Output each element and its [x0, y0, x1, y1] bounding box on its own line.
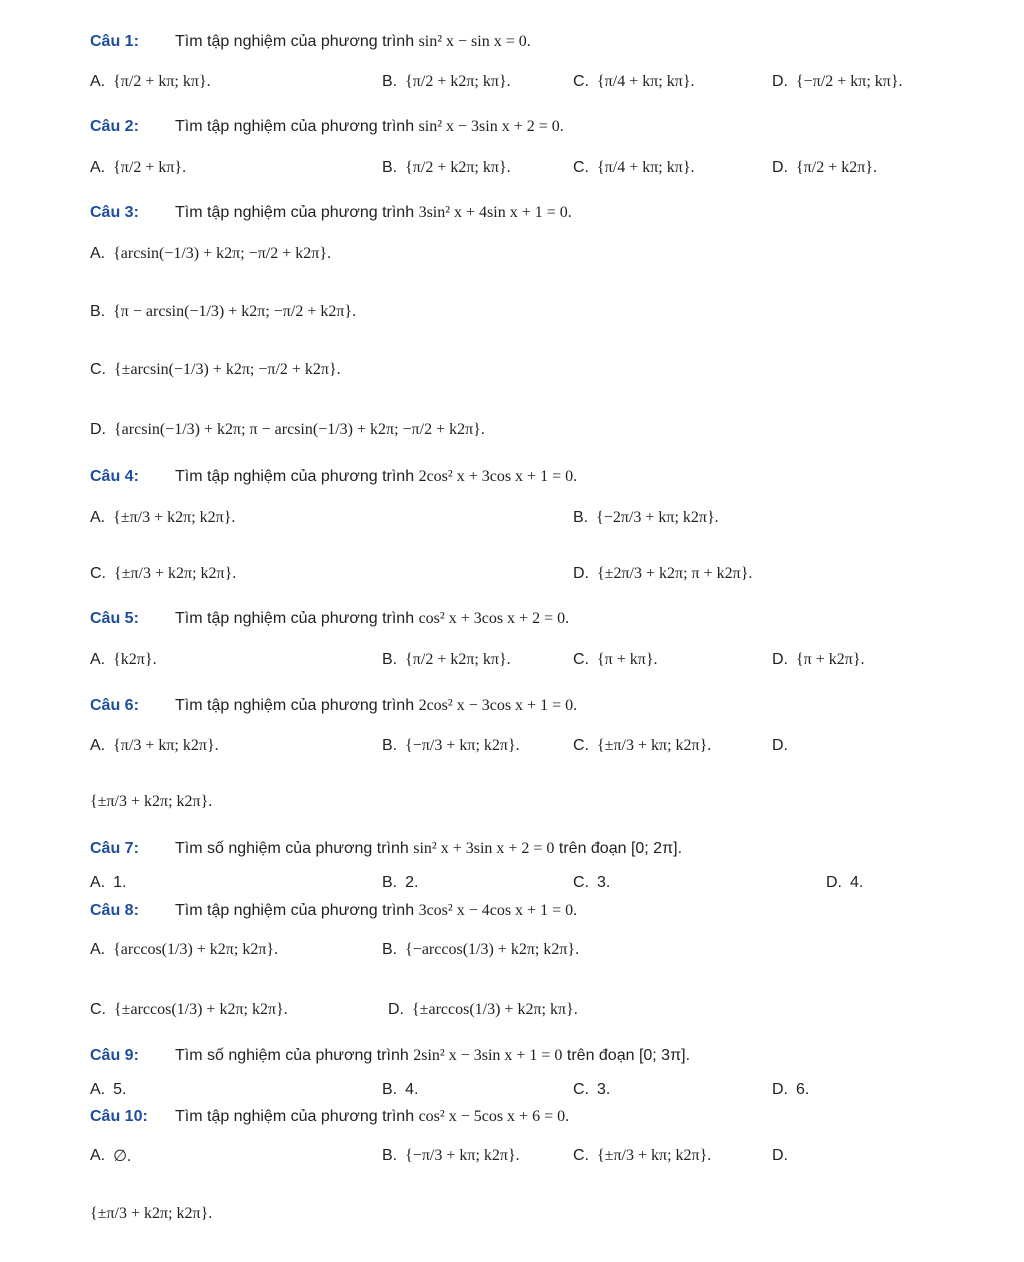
question-label: Câu 4: — [90, 468, 139, 485]
option-value: {±arcsin(−1/3) + k2π; −π/2 + k2π}. — [114, 361, 341, 378]
question-label: Câu 6: — [90, 697, 139, 714]
option-d[interactable] — [772, 1134, 796, 1178]
option-label: D. — [772, 1147, 788, 1164]
option-c[interactable] — [573, 724, 711, 768]
option-value: 3. — [597, 1081, 611, 1098]
question-label: Câu 3: — [90, 204, 139, 221]
option-label: B. — [382, 159, 398, 176]
option-label: A. — [90, 737, 106, 754]
option-label: D. — [388, 1001, 404, 1018]
option-label: C. — [573, 1081, 589, 1098]
equation: sin² x − 3sin x + 2 = 0. — [418, 118, 564, 135]
option-d[interactable] — [772, 724, 796, 768]
option-label: C. — [90, 1001, 106, 1018]
equation: sin² x − sin x = 0. — [418, 33, 531, 50]
option-label: A. — [90, 874, 106, 891]
option-label: B. — [382, 1147, 398, 1164]
option-label: A. — [90, 941, 106, 958]
option-d[interactable] — [772, 146, 877, 190]
option-value: {±π/3 + kπ; k2π}. — [597, 1147, 712, 1164]
option-label: D. — [90, 421, 106, 438]
option-label: B. — [382, 874, 398, 891]
option-label: B. — [382, 73, 398, 90]
option-value: {π + kπ}. — [597, 651, 658, 668]
interval-text: trên đoạn [0; 3π]. — [566, 1047, 691, 1064]
question-label: Câu 10: — [90, 1108, 148, 1125]
option-label: A. — [90, 509, 106, 526]
option-a[interactable] — [90, 724, 219, 768]
option-value: {−arccos(1/3) + k2π; k2π}. — [405, 941, 580, 958]
option-d[interactable] — [826, 873, 863, 893]
question-label: Câu 5: — [90, 610, 139, 627]
equation: cos² x + 3cos x + 2 = 0. — [418, 610, 570, 627]
option-b[interactable] — [382, 638, 511, 682]
option-value: 4. — [850, 874, 864, 891]
option-value: {−2π/3 + kπ; k2π}. — [596, 509, 719, 526]
option-b[interactable] — [382, 60, 511, 104]
option-label: B. — [573, 509, 589, 526]
option-d[interactable] — [573, 552, 752, 596]
option-value: {±π/3 + kπ; k2π}. — [597, 737, 712, 754]
option-value: {−π/3 + kπ; k2π}. — [405, 737, 520, 754]
option-a[interactable] — [90, 873, 126, 893]
option-c[interactable] — [573, 146, 695, 190]
option-label: B. — [382, 737, 398, 754]
option-value: {±2π/3 + k2π; π + k2π}. — [597, 565, 753, 582]
option-d-value[interactable] — [90, 780, 212, 824]
option-label: B. — [382, 1081, 398, 1098]
option-label: B. — [382, 651, 398, 668]
option-label: C. — [90, 565, 106, 582]
option-c[interactable] — [90, 988, 288, 1032]
option-label: D. — [573, 565, 589, 582]
option-value: {π/4 + kπ; kπ}. — [597, 73, 695, 90]
equation: 2sin² x − 3sin x + 1 = 0 — [413, 1047, 563, 1064]
option-label: A. — [90, 159, 106, 176]
option-value: 1. — [113, 874, 127, 891]
option-a[interactable] — [90, 1080, 126, 1100]
option-a[interactable] — [90, 232, 331, 276]
option-label: A. — [90, 651, 106, 668]
option-label: A. — [90, 73, 106, 90]
question-text — [175, 1047, 690, 1065]
question-label: Câu 1: — [90, 33, 139, 50]
question-label: Câu 7: — [90, 840, 139, 857]
option-b[interactable] — [90, 290, 356, 334]
option-value: {±π/3 + k2π; k2π}. — [90, 1205, 213, 1222]
option-label: C. — [573, 1147, 589, 1164]
question-prompt: Tìm tập nghiệm của phương trình — [175, 33, 415, 50]
question-label: Câu 8: — [90, 902, 139, 919]
option-c[interactable] — [573, 1134, 711, 1178]
option-value: 4. — [405, 1081, 419, 1098]
option-a[interactable] — [90, 60, 211, 104]
option-value: {±arccos(1/3) + k2π; k2π}. — [114, 1001, 288, 1018]
option-value: 6. — [796, 1081, 810, 1098]
question-text — [175, 840, 682, 858]
equation: 3sin² x + 4sin x + 1 = 0. — [418, 204, 572, 221]
question-text — [175, 1108, 569, 1126]
option-value: {±π/3 + k2π; k2π}. — [90, 793, 213, 810]
option-label: A. — [90, 1081, 106, 1098]
option-label: C. — [573, 159, 589, 176]
option-label: C. — [90, 361, 106, 378]
question-text — [175, 610, 569, 628]
option-value: 3. — [597, 874, 611, 891]
option-d[interactable] — [388, 988, 578, 1032]
option-a[interactable] — [90, 496, 235, 540]
equation: 2cos² x + 3cos x + 1 = 0. — [418, 468, 578, 485]
option-label: D. — [772, 737, 788, 754]
option-label: C. — [573, 874, 589, 891]
option-value: 5. — [113, 1081, 127, 1098]
option-c[interactable] — [90, 552, 236, 596]
option-value: {±arccos(1/3) + k2π; kπ}. — [412, 1001, 578, 1018]
option-d[interactable] — [772, 638, 865, 682]
option-value: {arccos(1/3) + k2π; k2π}. — [113, 941, 279, 958]
question-text — [175, 204, 572, 222]
question-prompt: Tìm tập nghiệm của phương trình — [175, 1108, 415, 1125]
option-value: {π/2 + k2π}. — [796, 159, 877, 176]
question-text — [175, 902, 577, 920]
option-label: C. — [573, 737, 589, 754]
option-value: {±π/3 + k2π; k2π}. — [113, 509, 236, 526]
question-prompt: Tìm tập nghiệm của phương trình — [175, 118, 415, 135]
option-value: ∅. — [113, 1148, 132, 1165]
option-b[interactable] — [382, 873, 418, 893]
option-d[interactable] — [772, 60, 903, 104]
option-value: {arcsin(−1/3) + k2π; −π/2 + k2π}. — [113, 245, 332, 262]
option-value: {k2π}. — [113, 651, 157, 668]
option-value: {π/2 + k2π; kπ}. — [405, 73, 511, 90]
option-value: {−π/3 + kπ; k2π}. — [405, 1147, 520, 1164]
equation: 2cos² x − 3cos x + 1 = 0. — [418, 697, 578, 714]
question-prompt: Tìm tập nghiệm của phương trình — [175, 697, 415, 714]
option-label: B. — [90, 303, 106, 320]
question-text — [175, 33, 531, 51]
option-label: D. — [772, 1081, 788, 1098]
option-b[interactable] — [382, 928, 579, 972]
option-b[interactable] — [382, 146, 511, 190]
question-text — [175, 118, 564, 136]
option-value: {π/2 + k2π; kπ}. — [405, 159, 511, 176]
option-label: A. — [90, 1147, 106, 1164]
question-prompt: Tìm số nghiệm của phương trình — [175, 1047, 409, 1064]
option-c[interactable] — [90, 348, 341, 392]
option-d[interactable] — [772, 1080, 809, 1100]
option-value: {π/2 + kπ; kπ}. — [113, 73, 211, 90]
option-value: {arcsin(−1/3) + k2π; π − arcsin(−1/3) + k2π; −π/2 + k2π}. — [114, 421, 485, 438]
option-d-value[interactable] — [90, 1192, 212, 1236]
option-value: {−π/2 + kπ; kπ}. — [796, 73, 903, 90]
option-a[interactable] — [90, 1134, 131, 1178]
option-value: {π/2 + k2π; kπ}. — [405, 651, 511, 668]
question-text — [175, 468, 577, 486]
option-a[interactable] — [90, 928, 278, 972]
question-label: Câu 2: — [90, 118, 139, 135]
option-c[interactable] — [573, 1080, 610, 1100]
option-label: C. — [573, 651, 589, 668]
question-prompt: Tìm tập nghiệm của phương trình — [175, 610, 415, 627]
interval-text: trên đoạn [0; 2π]. — [558, 840, 683, 857]
equation: cos² x − 5cos x + 6 = 0. — [418, 1108, 570, 1125]
option-d[interactable] — [90, 408, 485, 452]
option-b[interactable] — [382, 1134, 520, 1178]
question-prompt: Tìm tập nghiệm của phương trình — [175, 902, 415, 919]
equation: sin² x + 3sin x + 2 = 0 — [413, 840, 555, 857]
option-label: D. — [772, 73, 788, 90]
option-value: {±π/3 + k2π; k2π}. — [114, 565, 237, 582]
question-label: Câu 9: — [90, 1047, 139, 1064]
question-prompt: Tìm số nghiệm của phương trình — [175, 840, 409, 857]
option-b[interactable] — [382, 1080, 418, 1100]
option-b[interactable] — [382, 724, 520, 768]
option-c[interactable] — [573, 873, 610, 893]
option-value: {π/4 + kπ; kπ}. — [597, 159, 695, 176]
option-value: {π + k2π}. — [796, 651, 865, 668]
option-a[interactable] — [90, 638, 157, 682]
option-label: D. — [772, 159, 788, 176]
option-label: D. — [826, 874, 842, 891]
question-prompt: Tìm tập nghiệm của phương trình — [175, 204, 415, 221]
option-a[interactable] — [90, 146, 186, 190]
option-value: {π − arcsin(−1/3) + k2π; −π/2 + k2π}. — [113, 303, 357, 320]
option-value: {π/2 + kπ}. — [113, 159, 187, 176]
option-b[interactable] — [573, 496, 719, 540]
option-c[interactable] — [573, 638, 658, 682]
option-c[interactable] — [573, 60, 695, 104]
question-prompt: Tìm tập nghiệm của phương trình — [175, 468, 415, 485]
equation: 3cos² x − 4cos x + 1 = 0. — [418, 902, 578, 919]
option-label: C. — [573, 73, 589, 90]
option-value: 2. — [405, 874, 419, 891]
question-text — [175, 697, 577, 715]
option-label: A. — [90, 245, 106, 262]
option-label: D. — [772, 651, 788, 668]
option-value: {π/3 + kπ; k2π}. — [113, 737, 219, 754]
option-label: B. — [382, 941, 398, 958]
